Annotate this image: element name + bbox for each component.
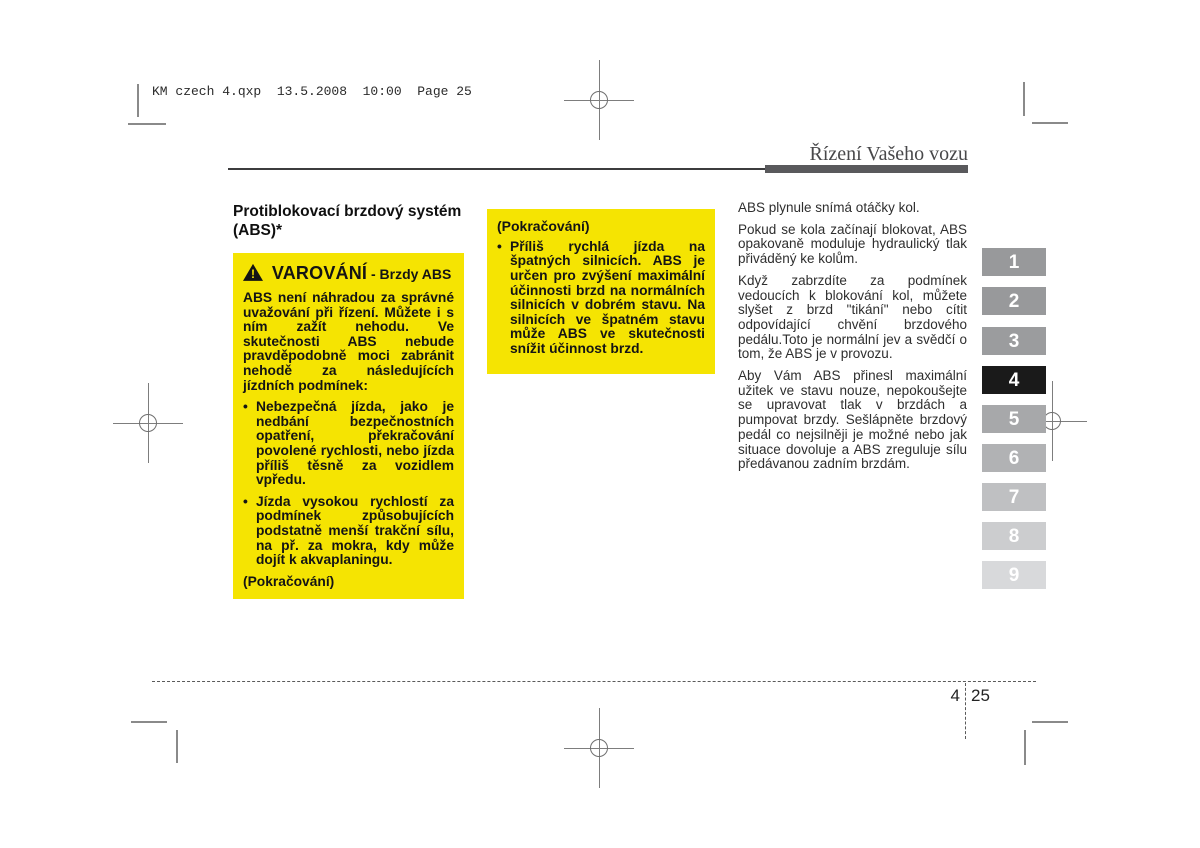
column-1: [233, 203, 466, 599]
crop-mark: [176, 730, 178, 763]
side-tab-6: [982, 444, 1046, 472]
footer-page-number: 25: [971, 686, 990, 705]
warning-subtitle: - Brzdy ABS: [370, 265, 452, 282]
side-tab-label: 8: [1008, 525, 1020, 547]
crop-mark: [1023, 82, 1025, 116]
warning-bullet: [497, 240, 705, 357]
crop-mark: [128, 123, 166, 125]
continuation-title: (Pokračování): [497, 218, 590, 234]
registration-mark: [113, 383, 183, 463]
continuation-note: (Pokračování): [243, 573, 335, 589]
warning-title: VAROVÁNÍ: [271, 262, 368, 283]
side-tab-label: 4: [1008, 369, 1020, 391]
crop-mark: [131, 721, 167, 723]
column-3: [738, 201, 967, 479]
header-rule-bar: [765, 165, 968, 173]
side-tab-label: 2: [1008, 290, 1020, 312]
side-tab-2: [982, 287, 1046, 315]
side-tab-7: [982, 483, 1046, 511]
warning-bullet-text: Příliš rychlá jízda na špatných silnicích. ABS je určen pro zvýšení maximální účinnosti brzd na normálních silnicích v dobrém stavu. Na silnicích ve špatném stavu může ABS ve skutečnosti snížit účinnost brzd.: [510, 238, 705, 357]
side-tab-8: [982, 522, 1046, 550]
body-paragraph: ABS plynule snímá otáčky kol.: [738, 200, 920, 215]
print-slug: KM czech 4.qxp 13.5.2008 10:00 Page 25: [152, 84, 472, 99]
crop-mark: [1032, 721, 1068, 723]
crop-mark: [137, 84, 139, 117]
side-tab-4-active: [982, 366, 1046, 394]
side-tab-3: [982, 327, 1046, 355]
warning-triangle-icon: [243, 264, 263, 281]
warning-continuation-box: [487, 209, 715, 374]
body-paragraph: Pokud se kola začínají blokovat, ABS opakovaně moduluje hydraulický tlak přiváděný ke kolům.: [738, 221, 967, 267]
side-tab-label: 3: [1008, 330, 1020, 352]
side-tab-label: 7: [1008, 486, 1020, 508]
side-tab-label: 9: [1008, 564, 1020, 586]
warning-box-header: [243, 264, 454, 283]
side-tab-label: 6: [1008, 447, 1020, 469]
body-paragraph: Aby Vám ABS přinesl maximální užitek ve stavu nouze, nepokoušejte se upravovat tlak v brzdách a pumpovat brzdy. Sešlápněte brzdový pedál co nejsilněji je možné nebo jak situace dovoluje a ABS zreguluje sílu předávanou zadním brzdám.: [738, 368, 967, 472]
side-tab-label: 1: [1008, 251, 1020, 273]
body-paragraph: Když zabrzdíte za podmínek vedoucích k blokování kol, můžete slyšet z brzd "tikání" nebo cítit odpovídající chvění brzdového pedálu.Toto je normální jev a svědčí o tom, že ABS je v provozu.: [738, 272, 967, 362]
warning-bullet-text: Jízda vysokou rychlostí za podmínek způsobujících podstatně menší trakční sílu, na př. za mokra, kdy může dojít k akvaplaningu.: [256, 493, 454, 568]
warning-intro: ABS není náhradou za správné uvažování při řízení. Můžete i s ním zažít nehodu. Ve skutečnosti ABS nebude pravděpodobně moci zabránit nehodě za následujících jízdních podmínek:: [243, 289, 454, 393]
header-rule-thin: [228, 168, 768, 170]
crop-mark: [1032, 122, 1068, 124]
side-tab-label: 5: [1008, 408, 1020, 430]
warning-bullet-text: Nebezpečná jízda, jako je nedbání bezpečnostních opatření, překračování povolené rychlosti, nebo jízda příliš těsně za vozidlem vpředu.: [256, 399, 454, 488]
registration-mark: [564, 60, 634, 140]
side-tab-9: [982, 561, 1046, 589]
footer-dashed-divider: [965, 683, 966, 739]
side-tab-5: [982, 405, 1046, 433]
side-tab-1: [982, 248, 1046, 276]
warning-bullet: [243, 400, 454, 488]
section-heading: Protiblokovací brzdový systém (ABS)*: [233, 203, 462, 239]
warning-bullet: [243, 495, 454, 568]
registration-mark: [564, 708, 634, 788]
footer-chapter-number: 4: [950, 686, 960, 705]
footer-dashed-rule: [152, 681, 1036, 682]
warning-box: [233, 253, 464, 600]
crop-mark: [1024, 730, 1026, 765]
column-2: [487, 209, 715, 374]
running-header-title: Řízení Vašeho vozu: [809, 143, 968, 165]
